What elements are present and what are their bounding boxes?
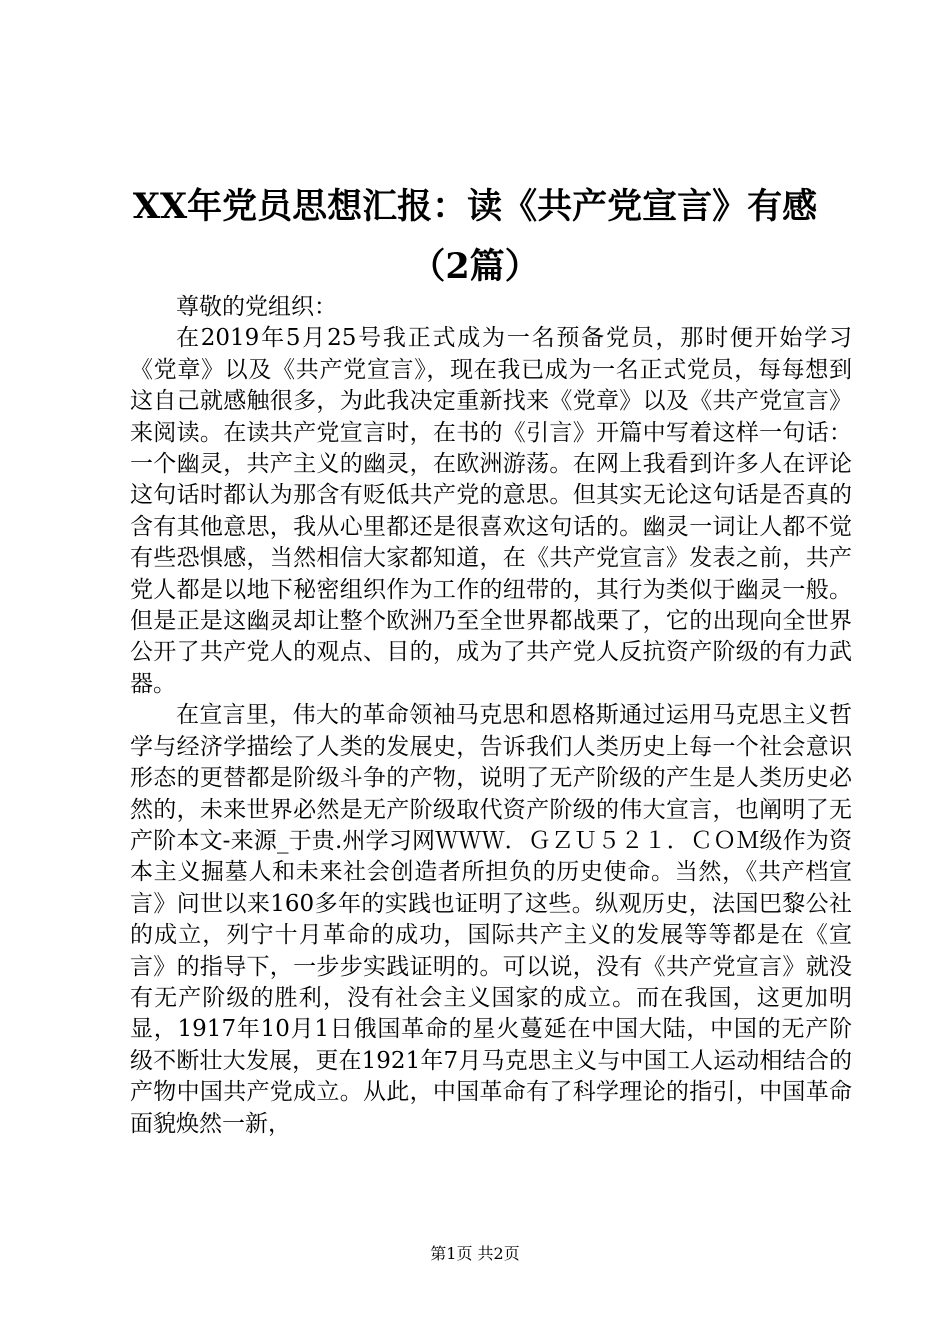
paragraph-1: 在2019年5月25号我正式成为一名预备党员，那时便开始学习《党章》以及《共产党宣言》，现在我已成为一名正式党员，每每想到这自己就感触很多，为此我决定重新找来《党章》以及《共产党宣言》来阅读。在读共产党宣言时，在书的《引言》开篇中写着这样一句话：一个幽灵，共产主义的幽灵，在欧洲游荡。在网上我看到许多人在评论这句话时都认为那含有贬低共产党的意思。但其实无论这句话是否真的含有其他意思，我从心里都还是很喜欢这句话的。幽灵一词让人都不觉有些恐惧感，当然相信大家都知道，在《共产党宣言》发表之前，共产党人都是以地下秘密组织作为工作的纽带的，其行为类似于幽灵一般。但是正是这幽灵却让整个欧洲乃至全世界都战栗了，它的出现向全世界公开了共产党人的观点、目的，成为了共产党人反抗资产阶级的有力武器。 (130, 325, 852, 697)
page-footer: 第1页 共2页 (430, 1244, 520, 1263)
document-title-line-2: （2篇） (410, 246, 540, 287)
document-body (130, 292, 852, 1140)
paragraph-2: 在宣言里，伟大的革命领袖马克思和恩格斯通过运用马克思主义哲学与经济学描绘了人类的发展史，告诉我们人类历史上每一个社会意识形态的更替都是阶级斗争的产物，说明了无产阶级的产生是人类历史必然的，未来世界必然是无产阶级取代资产阶级的伟大宣言，也阐明了无产阶本文-来源_于贵.州学习网ＷＷＷ．ＧＺＵ５２１．ＣＯＭ级作为资本主义掘墓人和未来社会创造者所担负的历史使命。当然，《共产档宣言》问世以来160多年的实践也证明了这些。纵观历史，法国巴黎公社的成立，列宁十月革命的成功，国际共产主义的发展等等都是在《宣言》的指导下，一步步实践证明的。可以说，没有《共产党宣言》就没有无产阶级的胜利，没有社会主义国家的成立。而在我国，这更加明显，1917年10月1日俄国革命的星火蔓延在中国大陆，中国的无产阶级不断壮大发展，更在1921年7月马克思主义与中国工人运动相结合的产物中国共产党成立。从此，中国革命有了科学理论的指引，中国革命面貌焕然一新， (130, 702, 852, 1137)
document-title-line-1: XX年党员思想汇报：读《共产党宣言》有感 (132, 186, 818, 227)
salutation: 尊敬的党组织： (176, 294, 337, 320)
